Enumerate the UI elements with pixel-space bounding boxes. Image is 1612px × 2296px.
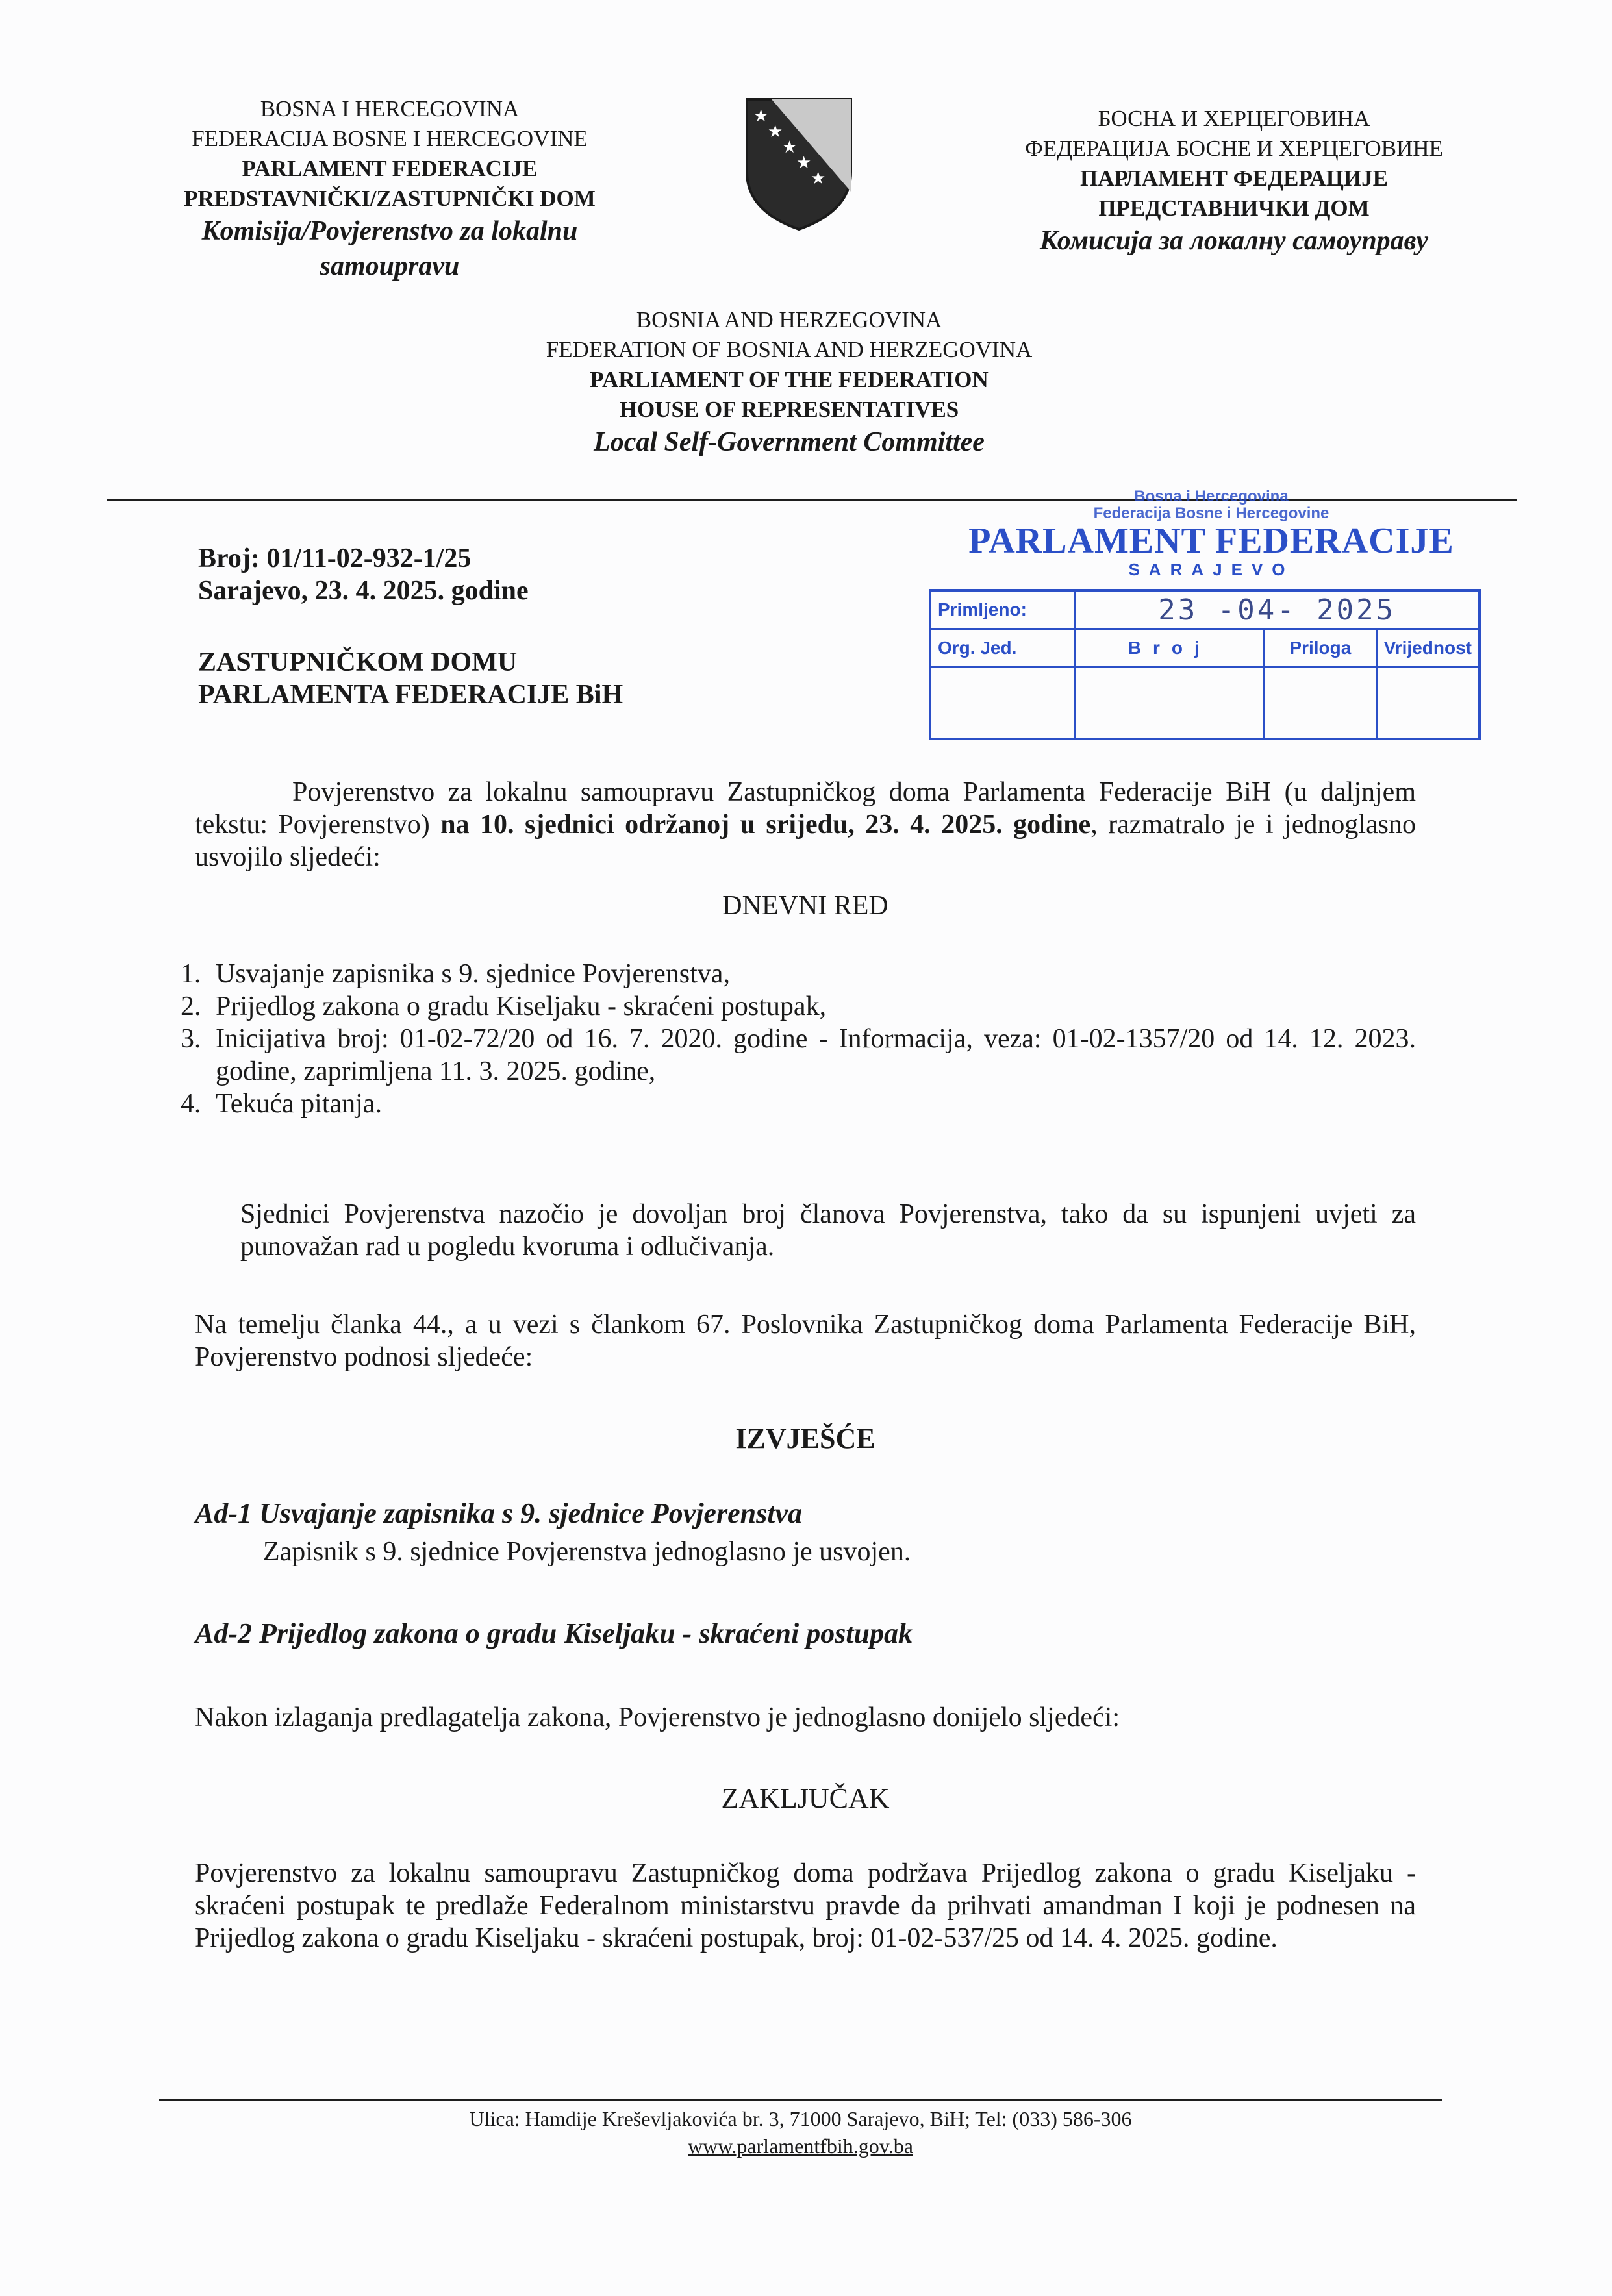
coat-of-arms-icon (740, 94, 857, 234)
ad2-title: Ad-2 Prijedlog zakona o gradu Kiseljaku - skraćeni postupak (195, 1617, 913, 1649)
header-right-line4: ПРЕДСТАВНИЧКИ ДОМ (1098, 195, 1370, 221)
header-right (948, 104, 1520, 258)
stamp-line1: Bosna i Hercegovina (1134, 488, 1289, 505)
header-left-line4: PREDSTAVNIČKI/ZASTUPNIČKI DOM (184, 186, 596, 211)
agenda-title: DNEVNI RED (722, 891, 888, 921)
stamp-table (929, 589, 1481, 740)
footer-address: Ulica: Hamdije Kreševljakovića br. 3, 71000 Sarajevo, BiH; Tel: (033) 586-306 (469, 2107, 1132, 2130)
ad2-text: Nakon izlaganja predlagatelja zakona, Povjerenstvo je jednoglasno donijelo sljedeći: (195, 1703, 1120, 1732)
header-left (117, 94, 662, 284)
svg-text:★: ★ (782, 138, 798, 157)
quorum-paragraph: Sjednici Povjerenstva nazočio je dovoljan broj članova Povjerenstva, tako da su ispunjeni uvjeti za punovažan rad u pogledu kvoruma i odlučivanja. (240, 1199, 1416, 1262)
agenda-item-2: 2. Prijedlog zakona o gradu Kiseljaku - skraćeni postupak, (208, 990, 1416, 1023)
stamp-line4: SARAJEVO (1128, 560, 1294, 579)
header-right-line1: БОСНА И ХЕРЦЕГОВИНА (1098, 106, 1370, 131)
header-right-line5: Комисија за локалну самоуправу (1039, 226, 1429, 256)
stamp-col-priloga: Priloga (1265, 629, 1377, 668)
stamp-received-label: Primljeno: (930, 590, 1075, 629)
intro-text-bold: na 10. sjednici održanoj u srijedu, 23. 4. 2025. godine (440, 810, 1091, 840)
recipient-line2: PARLAMENTA FEDERACIJE BiH (198, 680, 623, 710)
header-center (416, 305, 1163, 460)
stamp-line3: PARLAMENT FEDERACIJE (968, 521, 1454, 561)
conclusion-title: ZAKLJUČAK (721, 1782, 890, 1814)
intro-text-2: , razmatralo je i jednoglasno usvojilo sljedeći: (195, 810, 1416, 872)
received-stamp (929, 488, 1494, 740)
stamp-cell-empty4 (1376, 668, 1480, 739)
document-meta (198, 542, 783, 711)
intro-paragraph (195, 776, 1416, 873)
agenda-item-3: 3. Inicijativa broj: 01-02-72/20 od 16. 7. 2020. godine - Informacija, veza: 01-02-1357/20 od 14. 12. 2023. godine, zaprimljena 11. 3. 2025. godine, (208, 1023, 1416, 1088)
stamp-col-broj: Broj (1075, 629, 1265, 668)
ad1-title: Ad-1 Usvajanje zapisnika s 9. sjednice Povjerenstva (195, 1497, 802, 1529)
agenda-list (156, 958, 1416, 1120)
footer-divider (159, 2099, 1442, 2101)
stamp-col-vrijednost: Vrijednost (1376, 629, 1480, 668)
header-center-line3: PARLIAMENT OF THE FEDERATION (590, 367, 989, 392)
header-center-line2: FEDERATION OF BOSNIA AND HERZEGOVINA (546, 337, 1033, 362)
header-right-line2: ФЕДЕРАЦИЈА БОСНЕ И ХЕРЦЕГОВИНЕ (1025, 136, 1443, 161)
header-center-line1: BOSNIA AND HERZEGOVINA (636, 307, 942, 332)
header-left-line1: BOSNA I HERCEGOVINA (260, 96, 520, 121)
document-number: Broj: 01/11-02-932-1/25 (198, 543, 472, 573)
header-left-line5: Komisija/Povjerenstvo za lokalnu (201, 216, 578, 246)
header-left-line3: PARLAMENT FEDERACIJE (242, 156, 538, 181)
recipient-line1: ZASTUPNIČKOM DOMU (198, 647, 518, 677)
header-left-line6: samoupravu (320, 251, 460, 281)
stamp-cell-empty2 (1075, 668, 1265, 739)
header-left-line2: FEDERACIJA BOSNE I HERCEGOVINE (192, 126, 588, 151)
report-title: IZVJEŠĆE (735, 1423, 875, 1454)
stamp-line2: Federacija Bosne i Hercegovine (1093, 505, 1329, 522)
agenda-item-4: 4. Tekuća pitanja. (208, 1088, 1416, 1120)
agenda-item-1: 1. Usvajanje zapisnika s 9. sjednice Povjerenstva, (208, 958, 1416, 990)
stamp-cell-empty1 (930, 668, 1075, 739)
header-right-line3: ПАРЛАМЕНТ ФЕДЕРАЦИЈЕ (1080, 166, 1388, 191)
conclusion-paragraph: Povjerenstvo za lokalnu samoupravu Zastupničkog doma podržava Prijedlog zakona o gradu Kiseljaku - skraćeni postupak te predlaže Federalnom ministarstvu pravde da prihvati amandman I koji je podnesen na Prijedlog zakona o gradu Kiseljaku - skraćeni postupak, broj: 01-02-537/25 od 14. 4. 2025. godine. (195, 1858, 1416, 1953)
svg-text:★: ★ (811, 169, 826, 188)
intro-text-1: Povjerenstvo za lokalnu samoupravu Zastupničkog doma Parlamenta Federacije BiH (u daljnjem tekstu: Povjerenstvo) (195, 777, 1416, 840)
stamp-col-org: Org. Jed. (930, 629, 1075, 668)
header-center-line5: Local Self-Government Committee (594, 427, 985, 457)
svg-text:★: ★ (796, 153, 812, 173)
ad1-text: Zapisnik s 9. sjednice Povjerenstva jednoglasno je usvojen. (263, 1537, 911, 1567)
header-center-line4: HOUSE OF REPRESENTATIVES (619, 397, 959, 422)
footer (159, 2105, 1442, 2160)
svg-text:★: ★ (753, 106, 769, 126)
stamp-received-date: 23 -04- 2025 (1075, 590, 1480, 629)
footer-website-link[interactable]: www.parlamentfbih.gov.ba (688, 2134, 913, 2158)
svg-text:★: ★ (768, 122, 783, 142)
basis-paragraph: Na temelju članka 44., a u vezi s člankom 67. Poslovnika Zastupničkog doma Parlamenta Federacije BiH, Povjerenstvo podnosi sljedeće: (195, 1310, 1416, 1372)
document-date: Sarajevo, 23. 4. 2025. godine (198, 576, 529, 606)
stamp-cell-empty3 (1265, 668, 1377, 739)
